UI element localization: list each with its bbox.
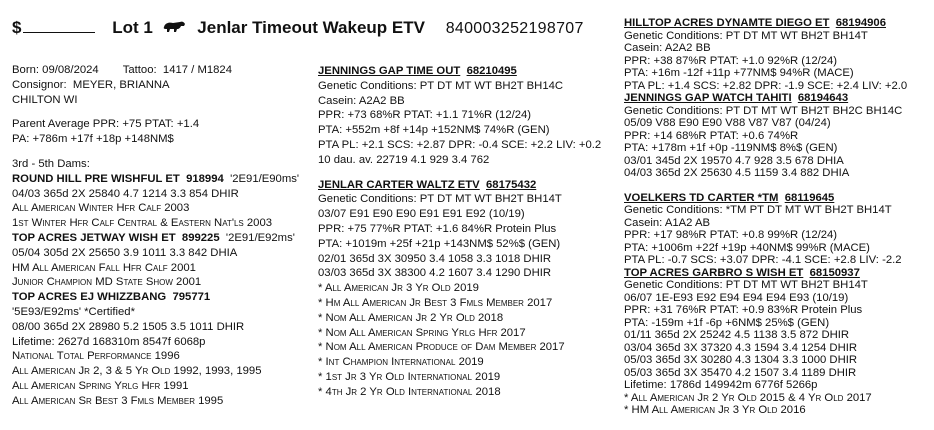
consignor-location: CHILTON WI (12, 93, 78, 106)
dam-sire-name: VOELKERS TD CARTER *TM (624, 191, 779, 204)
born-row (12, 63, 312, 78)
dam-dam-detail: PTA: -159m +1f -6p +6NM$ 25%$ (GEN) (624, 316, 830, 329)
dam-dam-name: TOP ACRES GARBRO S WISH ET (624, 266, 804, 279)
dam-5-award: National Total Performance 1996 (12, 350, 180, 363)
dam-dam-reg: 68150937 (809, 266, 860, 279)
sire-detail: PTA PL: +2.1 SCS: +2.87 DPR: -0.4 SCE: +2.2 LIV: +0.2 (318, 138, 602, 151)
dam-dam-detail: 05/03 365d 3X 30280 4.3 1304 3.3 1000 DHIR (624, 354, 858, 366)
consignor-name: MEYER, BRIANNA (72, 78, 170, 91)
dam-5-award: All American Sr Best 3 Fmls Member 1995 (12, 394, 224, 407)
lot-number: Lot 1 (112, 18, 153, 37)
dam-name: JENLAR CARTER WALTZ ETV (318, 178, 480, 191)
consignor-label: Consignor: (12, 78, 67, 91)
dam-4-name-row (12, 231, 312, 246)
sire-sire-reg: 68194906 (835, 17, 886, 29)
grandparents-column (624, 17, 930, 417)
dam-4-record: 05/04 305d 2X 25650 3.9 1011 3.3 842 DHIA (12, 246, 238, 259)
dam-detail: PPR: +75 77%R PTAT: +1.6 84%R Protein Plus (318, 222, 557, 235)
sire-dam-name-row (624, 92, 930, 105)
dam-award: * Nom All American Produce of Dam Member 2017 (318, 341, 565, 354)
dam-3-class: '2E91/E90ms' (230, 172, 300, 185)
dam-award: * 4th Jr 2 Yr Old International 2018 (318, 385, 501, 398)
dam-4-class: '2E91/E92ms' (225, 231, 295, 244)
dam-5-record: 08/00 365d 2X 28980 5.2 1505 3.5 1011 DHIR (12, 320, 245, 333)
tattoo-label: Tattoo: (122, 64, 157, 76)
sire-dam-detail: PPR: +14 68%R PTAT: +0.6 74%R (624, 129, 799, 142)
sire-name-row (318, 64, 618, 79)
dam-dam-detail: 01/11 365d 2X 25242 4.5 1138 3.5 872 DHIR (624, 329, 850, 341)
animal-info-column (12, 63, 312, 409)
dam-award: * Nom All American Spring Yrlg Hfr 2017 (318, 326, 526, 339)
dam-5-reg: 795771 (172, 291, 211, 304)
dam-dam-detail: PPR: +31 76%R PTAT: +0.9 83%R Protein Plus (624, 304, 863, 316)
sire-dam-detail: Genetic Conditions: PT DT MT WT BH2T BH2C BH14C (624, 104, 903, 117)
sire-detail: PPR: +73 68%R PTAT: +1.1 71%R (12/24) (318, 109, 532, 122)
dam-5-class: '5E93/E92ms' *Certified* (12, 305, 135, 318)
dam-dam-detail: 03/04 365d 3X 37320 4.3 1594 3.4 1254 DHIR (624, 341, 858, 354)
parent-average: Parent Average PPR: +75 PTAT: +1.4 (12, 118, 200, 131)
dam-detail: PTA: +1019m +25f +21p +143NM$ 52%$ (GEN) (318, 237, 561, 250)
dam-4-reg: 899225 (181, 231, 220, 244)
dam-sire-reg: 68119645 (784, 191, 835, 204)
born-date: 09/08/2024 (42, 64, 99, 76)
dam-dam-detail: 06/07 1E-E93 E92 E94 E94 E94 E93 (10/19) (624, 291, 849, 304)
sire-detail: Genetic Conditions: PT DT MT WT BH2T BH14C (318, 79, 564, 92)
dam-sire-detail: Casein: A1A2 AB (624, 216, 711, 229)
sire-sire-detail: Genetic Conditions: PT DT MT WT BH2T BH14T (624, 29, 868, 42)
sire-dam-detail: 03/01 345d 2X 19570 4.7 928 3.5 678 DHIA (624, 154, 844, 167)
dam-5-lifetime: Lifetime: 2627d 168310m 8547f 6068p (12, 335, 206, 348)
dam-3-name: ROUND HILL PRE WISHFUL ET (12, 172, 180, 185)
dam-detail: 03/07 E91 E90 E90 E91 E91 E92 (10/19) (318, 208, 525, 221)
parents-column (318, 64, 618, 400)
sire-dam-name: JENNINGS GAP WATCH TAHITI (624, 92, 792, 104)
dam-award: * Int Champion International 2019 (318, 356, 484, 369)
animal-name: Jenlar Timeout Wakeup ETV (197, 18, 425, 37)
dam-5-name-row (12, 290, 312, 305)
lot-header (12, 18, 584, 48)
dam-award: * All American Jr 3 Yr Old 2019 (318, 282, 479, 295)
dam-award: * Nom All American Jr 2 Yr Old 2018 (318, 311, 504, 324)
sire-detail: PTA: +552m +8f +14p +152NM$ 74%R (GEN) (318, 124, 550, 137)
sire-name: JENNINGS GAP TIME OUT (318, 65, 461, 77)
dam-sire-detail: Genetic Conditions: *TM PT DT MT WT BH2T BH14T (624, 204, 892, 216)
sire-sire-detail: PTA: +16m -12f +11p +77NM$ 94%R (MACE) (624, 67, 854, 79)
tattoo-value: 1417 / M1824 (162, 64, 232, 76)
sire-sire-detail: PTA PL: +1.4 SCS: +2.82 DPR: -1.9 SCE: +2.4 LIV: +2.0 (624, 79, 908, 92)
dam-dam-name-row (624, 267, 930, 280)
dam-4-name: TOP ACRES JETWAY WISH ET (12, 231, 176, 244)
dam-3-award: 1st Winter Hfr Calf Central & Eastern Nat'ls 2003 (12, 217, 273, 230)
sire-sire-detail: PPR: +38 87%R PTAT: +1.0 92%R (12/24) (624, 54, 838, 67)
dam-3-record: 04/03 365d 2X 25840 4.7 1214 3.3 854 DHIR (12, 187, 239, 200)
consignor-row (12, 78, 312, 93)
sire-dam-detail: 05/09 V88 E90 E90 V88 V87 V87 (04/24) (624, 117, 831, 129)
animal-id: 840003252198707 (445, 20, 584, 37)
dam-reg: 68175432 (486, 178, 537, 191)
sire-sire-detail: Casein: A2A2 BB (624, 42, 711, 54)
dam-5-name: TOP ACRES EJ WHIZZBANG (12, 291, 167, 304)
sire-dam-reg: 68194643 (797, 92, 849, 104)
dam-sire-detail: PTA PL: -0.7 SCS: +3.07 DPR: -4.1 SCE: +2.8 LIV: -2.2 (624, 254, 902, 266)
dam-5-award: All American Jr 2, 3 & 5 Yr Old 1992, 1993, 1995 (12, 365, 262, 378)
price-blank (23, 18, 95, 33)
dam-name-row (318, 178, 618, 193)
dam-5-award: All American Spring Yrlg Hfr 1991 (12, 379, 189, 392)
sire-sire-name: HILLTOP ACRES DYNAMTE DIEGO ET (624, 17, 830, 29)
dam-4-award: Junior Champion MD State Show 2001 (12, 276, 202, 289)
dam-sire-detail: PPR: +17 98%R PTAT: +0.8 99%R (12/24) (624, 229, 838, 241)
sire-dam-detail: PTA: +178m +1f +0p -119NM$ 8%$ (GEN) (624, 142, 838, 154)
dam-dam-award: * All American Jr 2 Yr Old 2015 & 4 Yr Old 2017 (624, 391, 872, 404)
sire-detail: 10 dau. av. 22719 4.1 929 3.4 762 (318, 153, 490, 166)
currency-symbol: $ (12, 18, 22, 37)
born-label: Born: (12, 64, 40, 76)
dam-detail: Genetic Conditions: PT DT MT WT BH2T BH14T (318, 193, 562, 206)
sire-dam-detail: 04/03 365d 2X 25630 4.5 1159 3.4 882 DHIA (624, 167, 850, 179)
dam-detail: 03/03 365d 3X 38300 4.2 1607 3.4 1290 DHIR (318, 267, 552, 280)
dam-award: * Hm All American Jr Best 3 Fmls Member 2017 (318, 296, 553, 309)
sire-sire-name-row (624, 17, 930, 30)
dam-detail: 02/01 365d 3X 30950 3.4 1058 3.3 1018 DHIR (318, 252, 552, 265)
dam-3-name-row (12, 172, 312, 187)
sire-detail: Casein: A2A2 BB (318, 94, 405, 107)
dam-sire-name-row (624, 192, 930, 205)
dam-dam-lifetime: Lifetime: 1786d 149942m 6776f 5266p (624, 379, 818, 391)
dam-sire-detail: PTA: +1006m +22f +19p +40NM$ 99%R (MACE) (624, 241, 870, 254)
holstein-cow-icon (162, 18, 186, 38)
dam-dam-award: * HM All American Jr 3 Yr Old 2016 (624, 404, 806, 416)
sire-reg: 68210495 (466, 65, 517, 77)
dam-3-award: All American Winter Hfr Calf 2003 (12, 202, 190, 215)
dam-award: * 1st Jr 3 Yr Old International 2019 (318, 370, 501, 383)
dams-title: 3rd - 5th Dams: (12, 157, 90, 170)
dam-4-award: HM All American Fall Hfr Calf 2001 (12, 261, 196, 274)
dam-dam-detail: Genetic Conditions: PT DT MT WT BH2T BH14T (624, 279, 868, 291)
pa-values: PA: +786m +17f +18p +148NM$ (12, 133, 174, 146)
dam-dam-detail: 05/03 365d 3X 35470 4.2 1507 3.4 1189 DHIR (624, 366, 857, 379)
dam-3-reg: 918994 (186, 172, 224, 185)
